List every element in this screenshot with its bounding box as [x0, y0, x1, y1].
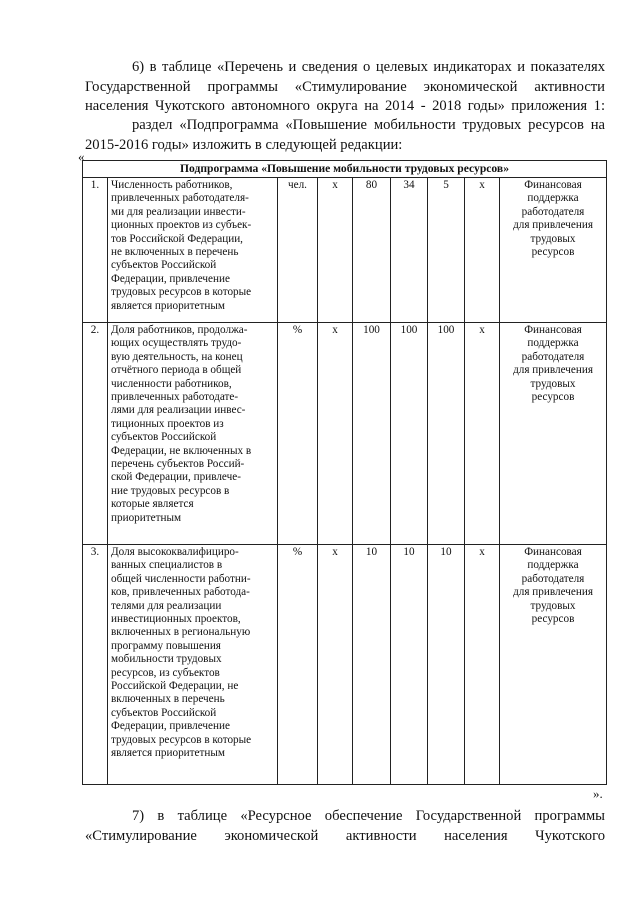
measure-line: работодателя: [521, 572, 585, 585]
measure-line: поддержка: [527, 559, 579, 572]
measure-line: поддержка: [527, 192, 579, 205]
desc-line: приоритетным: [111, 511, 182, 524]
desc-line: которые является: [111, 498, 194, 511]
desc-line: ской Федерации, привлече-: [111, 471, 241, 484]
table-row: [83, 323, 607, 545]
measure-cell: [500, 545, 607, 785]
desc-line: трудовых ресурсов в которые: [111, 733, 252, 746]
intro-line: 6) в таблице «Перечень и сведения о целевых индикаторах и показателях: [132, 59, 605, 75]
desc-line: ние трудовых ресурсов в: [111, 484, 230, 497]
measure-cell: [500, 323, 607, 545]
desc-line: ционных проектов из субъек-: [111, 219, 252, 232]
measure-line: ресурсов: [531, 613, 575, 626]
value-cell: 34: [391, 178, 428, 323]
desc-line: тиционных проектов из: [111, 417, 224, 430]
measure-line: трудовых: [530, 232, 576, 245]
value-cell: 100: [353, 323, 391, 545]
measure-line: для привлечения: [513, 364, 593, 377]
value-cell: 100: [391, 323, 428, 545]
desc-line: инвестиционных проектов,: [111, 613, 241, 626]
opening-quote: «: [78, 149, 85, 164]
value-cell: 80: [353, 178, 391, 323]
measure-line: работодателя: [521, 205, 585, 218]
desc-line: привлеченных работодате-: [111, 391, 239, 404]
desc-line: субъектов Российской: [111, 259, 217, 272]
value-cell: х: [318, 178, 353, 323]
value-cell: х: [465, 545, 500, 785]
desc-line: субъектов Российской: [111, 706, 217, 719]
row-number: 1.: [83, 178, 108, 323]
unit-cell: %: [278, 323, 318, 545]
desc-line: субъектов Российской: [111, 431, 217, 444]
value-cell: 10: [428, 545, 465, 785]
measure-line: Финансовая: [524, 546, 582, 558]
intro-line: 2015-2016 годы» изложить в следующей редакции:: [85, 136, 403, 153]
measure-line: для привлечения: [513, 219, 593, 232]
desc-line: трудовых ресурсов в которые: [111, 286, 252, 299]
intro-line: раздел «Подпрограмма «Повышение мобильности трудовых ресурсов на: [132, 117, 605, 133]
measure-cell: [500, 178, 607, 323]
value-cell: 100: [428, 323, 465, 545]
outro-paragraph: [85, 807, 605, 846]
desc-line: включенных в региональную: [111, 626, 251, 639]
desc-line: ми для реализации инвести-: [111, 205, 246, 218]
measure-line: для привлечения: [513, 586, 593, 599]
desc-line: тов Российской Федерации,: [111, 232, 243, 245]
outro-line: 7) в таблице «Ресурсное обеспечение Государственной программы: [132, 808, 605, 824]
measure-line: ресурсов: [531, 391, 575, 404]
indicator-description: [108, 178, 278, 323]
desc-line: мобильности трудовых: [111, 653, 222, 666]
desc-line: Доля высококвалифициро-: [111, 546, 239, 558]
desc-line: ванных специалистов в: [111, 559, 223, 572]
table-header-row: [83, 161, 607, 178]
measure-line: трудовых: [530, 377, 576, 390]
value-cell: 10: [353, 545, 391, 785]
measure-line: Финансовая: [524, 324, 582, 336]
desc-line: Численность работников,: [111, 179, 233, 191]
desc-line: является приоритетным: [111, 747, 225, 760]
row-number: 2.: [83, 323, 108, 545]
desc-line: Федерации, не включенных в: [111, 444, 252, 457]
unit-cell: %: [278, 545, 318, 785]
desc-line: ющих осуществлять трудо-: [111, 337, 242, 350]
indicator-description: [108, 323, 278, 545]
row-number: 3.: [83, 545, 108, 785]
desc-line: ков, привлеченных работода-: [111, 586, 250, 599]
outro-line: «Стимулирование экономической активности населения Чукотского: [85, 827, 605, 844]
desc-line: Российской Федерации, не: [111, 680, 239, 693]
value-cell: 5: [428, 178, 465, 323]
desc-line: программу повышения: [111, 639, 221, 652]
measure-line: работодателя: [521, 350, 585, 363]
table-row: [83, 178, 607, 323]
intro-line: Государственной программы «Стимулирование экономической активности: [85, 78, 605, 95]
measure-line: трудовых: [530, 599, 576, 612]
closing-quote: ».: [593, 786, 603, 801]
measure-line: поддержка: [527, 337, 579, 350]
desc-line: отчётного периода в общей: [111, 364, 242, 377]
unit-cell: чел.: [278, 178, 318, 323]
desc-line: вую деятельность, на конец: [111, 350, 243, 363]
desc-line: перечень субъектов Россий-: [111, 458, 245, 471]
desc-line: общей численности работни-: [111, 572, 251, 585]
desc-line: Доля работников, продолжа-: [111, 324, 248, 336]
desc-line: лями для реализации инвес-: [111, 404, 246, 417]
value-cell: 10: [391, 545, 428, 785]
measure-line: Финансовая: [524, 179, 582, 191]
indicator-description: [108, 545, 278, 785]
value-cell: х: [318, 545, 353, 785]
value-cell: х: [465, 323, 500, 545]
desc-line: Федерации, привлечение: [111, 272, 230, 285]
desc-line: является приоритетным: [111, 299, 225, 312]
table-row: [83, 545, 607, 785]
intro-paragraph-2: [85, 116, 605, 155]
indicators-table: [82, 160, 607, 785]
desc-line: не включенных в перечень: [111, 246, 239, 259]
intro-line: населения Чукотского автономного округа на 2014 - 2018 годы» приложения 1:: [85, 98, 605, 114]
desc-line: численности работников,: [111, 377, 232, 390]
desc-line: привлеченных работодателя-: [111, 192, 249, 205]
desc-line: включенных в перечень: [111, 693, 225, 706]
intro-paragraph-1: [85, 58, 605, 117]
value-cell: х: [318, 323, 353, 545]
desc-line: телями для реализации: [111, 599, 222, 612]
desc-line: ресурсов, из субъектов: [111, 666, 220, 679]
desc-line: Федерации, привлечение: [111, 720, 230, 733]
value-cell: х: [465, 178, 500, 323]
measure-line: ресурсов: [531, 246, 575, 259]
subprogram-title: Подпрограмма «Повышение мобильности трудовых ресурсов»: [83, 161, 607, 178]
